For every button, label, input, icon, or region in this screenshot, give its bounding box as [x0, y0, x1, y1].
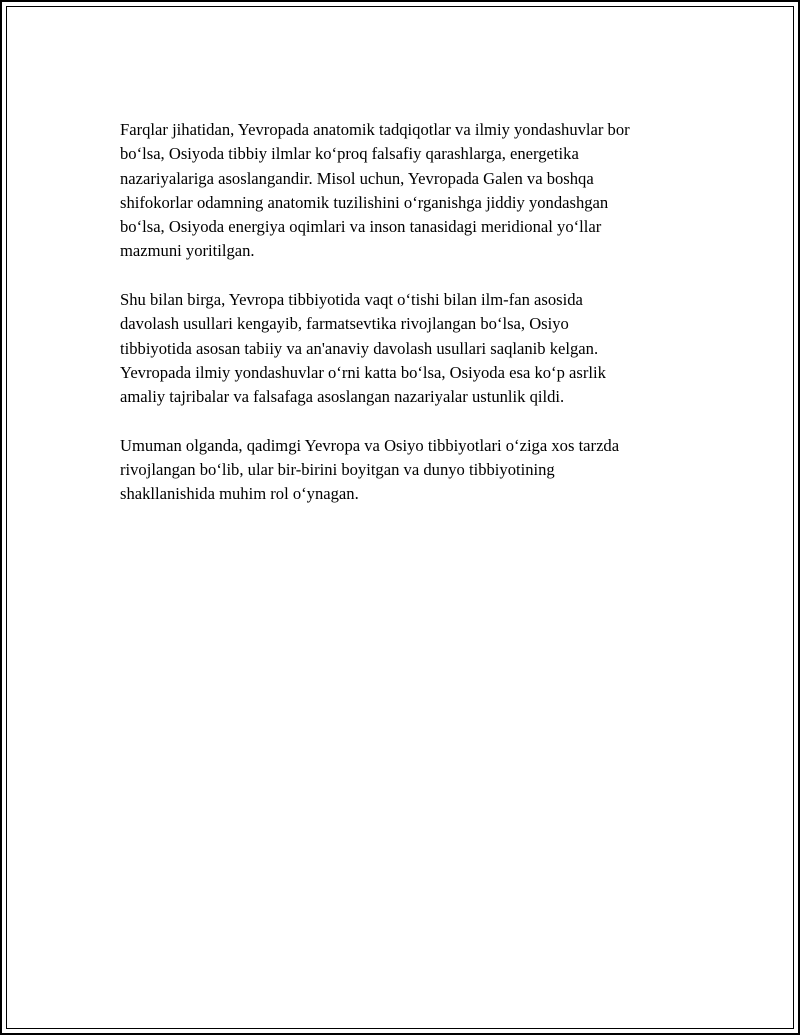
text-line: bo‘lsa, Osiyoda tibbiy ilmlar ko‘proq falsafiy qarashlarga, energetika — [120, 144, 579, 164]
text-line: shifokorlar odamning anatomik tuzilishini o‘rganishga jiddiy yondashgan — [120, 192, 609, 212]
paragraph-3 — [120, 434, 700, 507]
text-line: bo‘lsa, Osiyoda energiya oqimlari va inson tanasidagi meridional yo‘llar — [120, 217, 602, 237]
paragraph-1 — [120, 118, 700, 264]
text-line: rivojlangan bo‘lib, ular bir-birini boyitgan va dunyo tibbiyotining — [120, 460, 555, 480]
text-line: davolash usullari kengayib, farmatsevtika rivojlangan bo‘lsa, Osiyo — [120, 314, 569, 334]
text-line: Umuman olganda, qadimgi Yevropa va Osiyo tibbiyotlari o‘ziga xos tarzda — [120, 435, 620, 455]
text-line: Farqlar jihatidan, Yevropada anatomik tadqiqotlar va ilmiy yondashuvlar bor — [120, 120, 630, 139]
text-line: tibbiyotida asosan tabiiy va an'anaviy davolash usullari saqlanib kelgan. — [120, 338, 599, 358]
text-line: Yevropada ilmiy yondashuvlar o‘rni katta bo‘lsa, Osiyoda esa ko‘p asrlik — [120, 362, 606, 382]
text-line: Shu bilan birga, Yevropa tibbiyotida vaqt o‘tishi bilan ilm-fan asosida — [120, 290, 583, 310]
text-line: nazariyalariga asoslangandir. Misol uchun, Yevropada Galen va boshqa — [120, 168, 594, 188]
text-line: shakllanishida muhim rol o‘ynagan. — [120, 484, 359, 504]
document-body — [120, 118, 700, 531]
text-line: mazmuni yoritilgan. — [120, 241, 255, 261]
text-line: amaliy tajribalar va falsafaga asoslangan nazariyalar ustunlik qildi. — [120, 387, 565, 407]
paragraph-2 — [120, 288, 700, 409]
